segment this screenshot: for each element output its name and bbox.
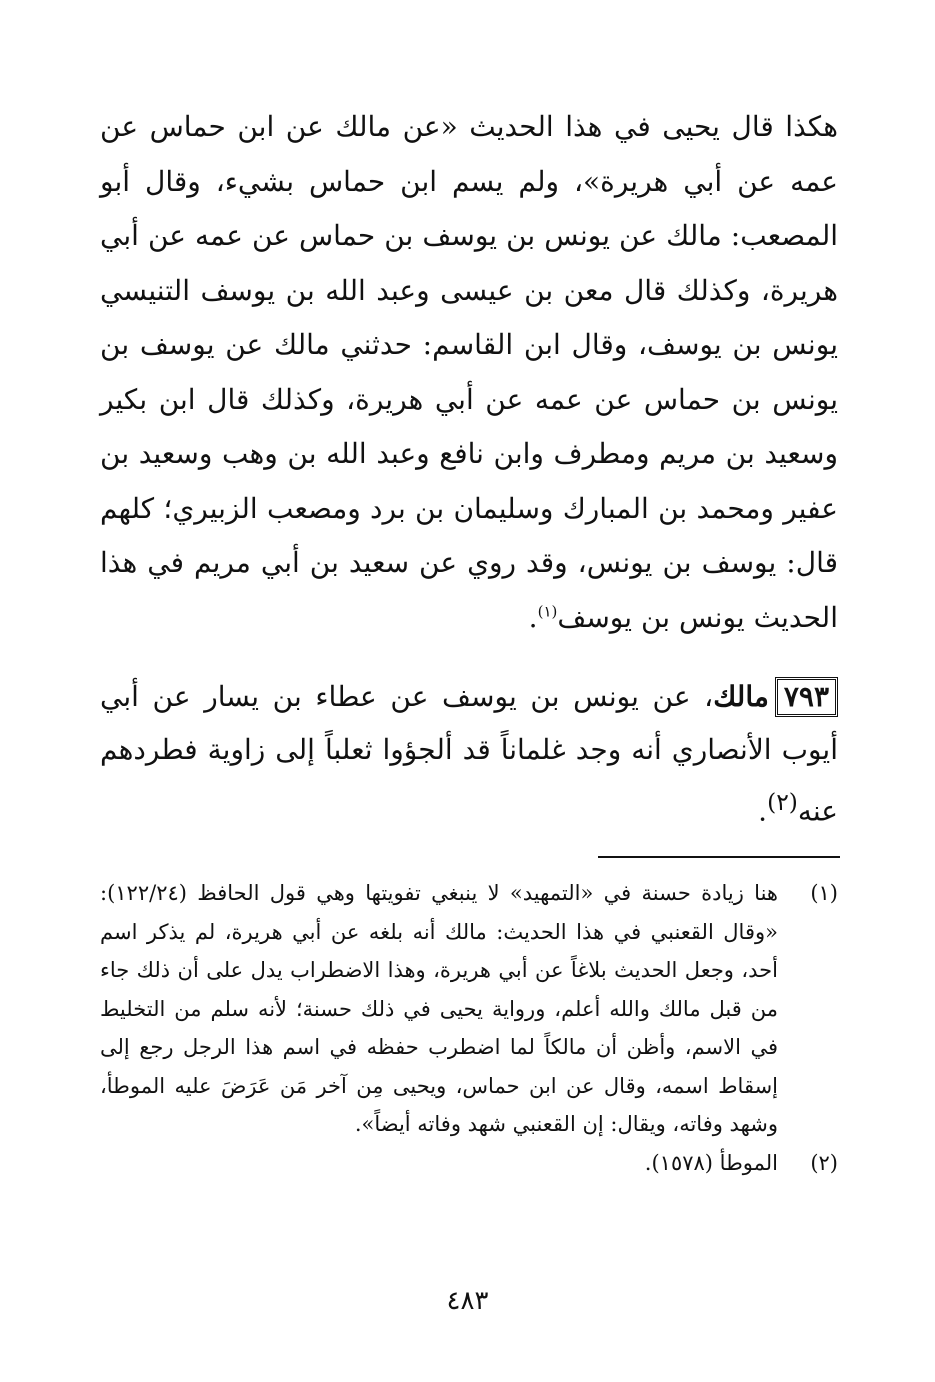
- footnote-marker: (٢): [810, 1150, 838, 1175]
- footnote-2: [100, 1144, 838, 1183]
- footnote-1: [100, 874, 838, 1144]
- hadith-narrator-name: مالك: [713, 680, 769, 713]
- footnote-text: هنا زيادة حسنة في «التمهيد» لا ينبغي تفويتها وهي قول الحافظ (١٢٢/٢٤): «وقال القعنبي في هذا الحديث: مالك أنه بلغه عن أبي هريرة، لم يذكر اسم أحد، وجعل الحديث بلاغاً عن أبي هريرة، وهذا الاضطراب يدل على أن ذلك جاء من قبل مالك والله أعلم، ورواية يحيى في ذلك حسنة؛ لأنه سلم من التخليط في الاسم، وأظن أن مالكاً لما اضطرب حفظه في اسم هذا الرجل رجع إلى إسقاط اسمه، وقال عن ابن حماس، ويحيى مِن آخر مَن عَرَضَ عليه الموطأ، وشهد وفاته، ويقال: إن القعنبي شهد وفاته أيضاً».: [100, 881, 778, 1136]
- hadith-end: .: [758, 794, 768, 828]
- footnotes-section: [100, 874, 838, 1182]
- footnote-text: الموطأ (١٥٧٨).: [644, 1150, 778, 1175]
- footnote-ref-1: (١): [537, 602, 558, 621]
- hadith-entry: [100, 670, 838, 837]
- main-paragraph-text: هكذا قال يحيى في هذا الحديث «عن مالك عن ابن حماس عن عمه عن أبي هريرة»، ولم يسم ابن حماس بشيء، وقال أبو المصعب: مالك عن يونس بن يوسف بن حماس عن عمه عن أبي هريرة، وكذلك قال معن بن عيسى وعبد الله بن يوسف التنيسي يونس بن يوسف، وقال ابن القاسم: حدثني مالك عن يوسف بن يونس بن حماس عن عمه عن أبي هريرة، وكذلك قال ابن بكير وسعيد بن مريم ومطرف وابن نافع وعبد الله بن وهب وسعيد بن عفير ومحمد بن المبارك وسليمان بن برد ومصعب الزبيري؛ كلهم قال: يوسف بن يونس، وقد روي عن سعيد بن أبي مريم في هذا الحديث يونس بن يوسف: [100, 110, 839, 634]
- main-paragraph-end: .: [528, 600, 538, 634]
- main-paragraph: [100, 100, 838, 645]
- page-number: ٤٨٣: [446, 1286, 489, 1316]
- hadith-text: ، عن يونس بن يوسف عن عطاء بن يسار عن أبي أيوب الأنصاري أنه وجد غلماناً قد ألجؤوا ثعلباً إلى زاوية فطردهم عنه: [100, 680, 838, 828]
- footnote-ref-2: (٢): [767, 788, 798, 816]
- hadith-number-box: ٧٩٣: [775, 677, 838, 717]
- footnote-marker: (١): [810, 881, 838, 905]
- footnote-separator: [598, 856, 840, 858]
